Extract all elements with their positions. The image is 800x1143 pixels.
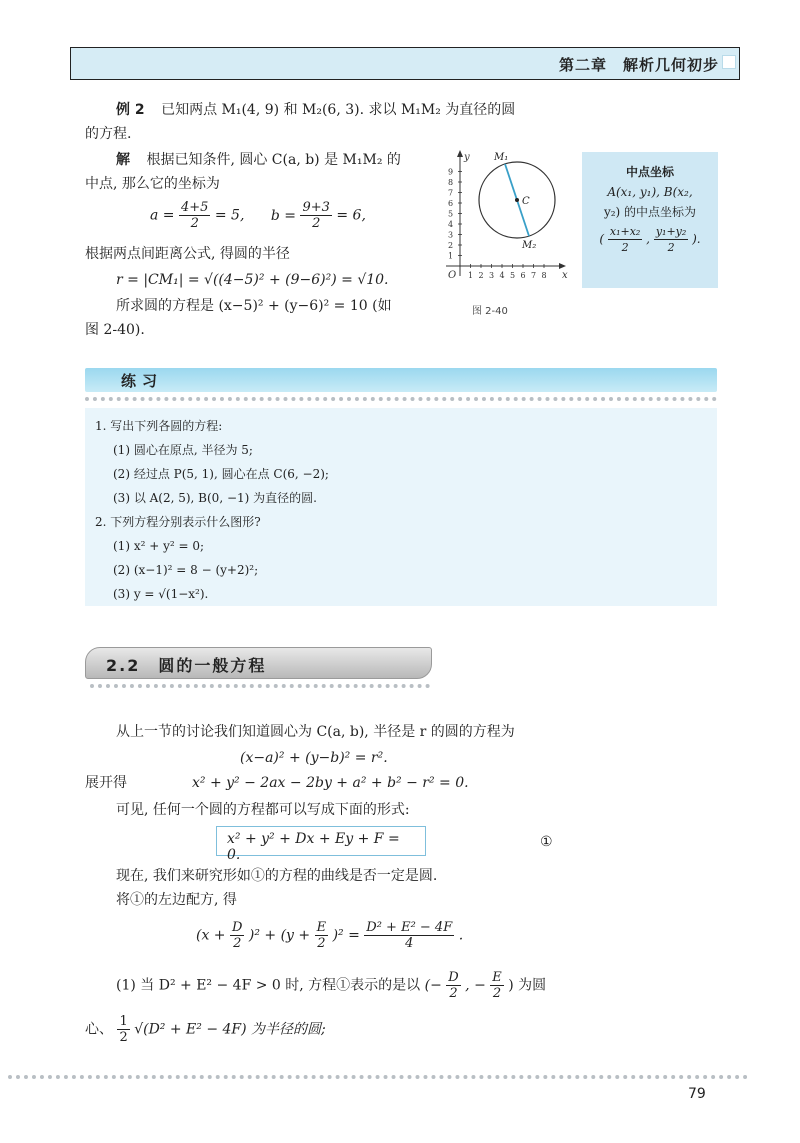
section-paragraph-1: 从上一节的讨论我们知道圆心为 C(a, b), 半径是 r 的圆的方程为 [116,724,515,740]
eq3-d-numerator: D [232,920,243,935]
exercise-line: 1. 写出下列各圆的方程: [95,419,223,433]
x-tick-label: 2 [478,271,484,280]
sidebox-y-denominator: 2 [667,241,675,254]
equation-number: ① [540,834,553,850]
general-equation: x² + y² + Dx + Ey + F = 0. [227,831,400,863]
exercise-title-bar [85,368,717,392]
p6-e-fraction [490,970,504,1001]
x-tick-label: 6 [520,271,526,280]
x-tick-label: 7 [531,271,537,280]
center-point [515,198,519,202]
sidebox-x-denominator: 2 [621,241,629,254]
y-tick-label: 9 [448,167,454,177]
x-tick-label: 4 [499,271,505,280]
y-tick-label: 2 [448,241,454,250]
example-question-1: 已知两点 M₁(4, 9) 和 M₂(6, 3). 求以 M₁M₂ 为直径的圆 [161,102,516,118]
eq3-end: . [458,927,464,944]
eq-b-fraction [300,200,331,231]
p6-d-fraction [446,970,460,1001]
section-paragraph-5: 将①的左边配方, 得 [116,892,237,908]
solution-text-2: 中点, 那么它的坐标为 [85,176,220,192]
eq-a-rhs: = 5, [214,207,245,224]
y-tick-label: 8 [448,178,454,187]
sidebox-title: 中点坐标 [625,165,674,179]
expanded-equation: x² + y² − 2ax − 2by + a² + b² − r² = 0. [192,775,469,791]
solution-text-5: 图 2-40). [85,322,145,338]
p7-half-fraction [117,1014,129,1045]
section-paragraph-6 [116,970,546,1001]
solution-text-3: 根据两点间距离公式, 得圆的半径 [85,246,290,262]
p7-half-denominator: 2 [119,1030,128,1045]
p7-text-b: √(D² + E² − 4F) 为半径的圆; [134,1021,326,1038]
exercise-line: (2) (x−1)² = 8 − (y+2)²; [113,563,259,577]
circle-figure [440,148,570,288]
section-title: 2.2 圆的一般方程 [106,656,267,675]
eq3-part-a: (x + [196,927,226,944]
eq-a-fraction [179,200,210,231]
eq3-part-c: )² = [332,927,360,944]
solution-text-1: 根据已知条件, 圆心 C(a, b) 是 M₁M₂ 的 [146,152,401,168]
eq-b-lhs: b = [270,207,297,224]
origin-label: O [448,270,457,281]
p6-end: ) 为圆 [508,977,547,994]
solution-text-4: 所求圆的方程是 (x−5)² + (y−6)² = 10 (如 [116,298,392,314]
y-tick-label: 7 [448,188,454,198]
expanded-label: 展开得 [85,775,127,791]
eq-b-numerator: 9+3 [302,200,330,215]
sidebox-x-fraction [608,224,642,255]
exercise-line: (1) 圆心在原点, 半径为 5; [113,443,253,457]
y-tick-label: 4 [448,220,454,229]
chapter-title: 第二章 解析几何初步 [558,56,719,74]
center-label: C [522,196,530,207]
eq3-d-denominator: 2 [233,936,242,951]
sidebox-line-1: A(x₁, y₁), B(x₂, [607,185,693,199]
eq-b-denominator: 2 [312,216,321,231]
example-question-2: 的方程. [85,126,132,142]
y-axis-label: y [464,152,470,163]
section-paragraph-7 [85,1014,326,1045]
x-axis-label: x [562,270,568,281]
exercise-line: (3) 以 A(2, 5), B(0, −1) 为直径的圆. [113,491,317,505]
sidebox-comma: , [646,232,650,246]
x-tick-label: 5 [510,271,516,280]
p6-d-numerator: D [448,970,459,985]
y-tick-label: 6 [448,199,454,208]
eq3-rhs-fraction [364,920,454,951]
solution-label: 解 [116,152,130,168]
standard-circle-equation: (x−a)² + (y−b)² = r². [240,750,388,766]
p7-half-numerator: 1 [119,1014,128,1029]
eq3-d-fraction [230,920,244,951]
solution-line-1 [116,150,401,170]
sidebox-open-paren: ( [599,232,605,246]
p6-d-denominator: 2 [449,986,458,1001]
eq3-e-fraction [315,920,329,951]
eq-a-numerator: 4+5 [180,200,209,215]
sidebox-formula [590,224,710,255]
sidebox-x-numerator: x₁+x₂ [609,225,641,238]
exercise-title: 练习 [121,372,164,390]
x-tick-label: 3 [489,271,495,280]
midpoint-equations [150,200,366,231]
header-corner-square [722,55,736,69]
x-tick-label: 1 [468,271,474,280]
y-tick-label: 3 [448,230,454,240]
exercise-dotted-divider [85,397,717,401]
p6-e-numerator: E [492,970,502,985]
sidebox-y-fraction [654,224,688,255]
m2-label: M₂ [522,240,537,251]
y-axis-arrow [457,150,463,157]
chapter-header [70,47,740,80]
sidebox-y-numerator: y₁+y₂ [655,225,687,238]
sidebox-close-paren: ). [692,232,701,246]
exercise-line: (1) x² + y² = 0; [113,539,205,553]
section-dotted-divider [90,684,430,688]
eq-b-rhs: = 6, [336,207,366,224]
eq3-rhs-numerator: D² + E² − 4F [366,920,453,935]
m1-label: M₁ [494,152,509,163]
eq3-e-denominator: 2 [317,936,326,951]
footer-dotted-divider [8,1075,748,1079]
p6-open: (− [424,977,442,994]
radius-equation: r = |CM₁| = √((4−5)² + (9−6)²) = √10. [116,272,389,288]
p6-e-denominator: 2 [492,986,502,1001]
x-tick-label: 8 [541,271,547,280]
eq-a-lhs: a = [150,207,175,224]
eq3-rhs-denominator: 4 [405,936,414,951]
midpoint-sidebox [582,152,718,288]
section-paragraph-3: 可见, 任何一个圆的方程都可以写成下面的形式: [116,802,410,818]
section-title-tab [85,647,432,679]
example-question-line-1 [116,100,515,120]
general-equation-box [216,826,426,863]
example-label: 例 2 [116,102,145,118]
eq3-part-b: )² + (y + [248,927,311,944]
figure-caption: 图 2-40 [472,306,508,317]
y-tick-label: 1 [448,251,454,261]
completed-square-equation [196,920,463,951]
exercise-line: (2) 经过点 P(5, 1), 圆心在点 C(6, −2); [113,467,329,481]
eq3-e-numerator: E [316,920,327,935]
p6-text: (1) 当 D² + E² − 4F > 0 时, 方程①表示的是以 [116,977,421,994]
x-axis-arrow [559,263,566,269]
eq-a-denominator: 2 [190,216,199,231]
p6-mid: , − [465,977,486,994]
sidebox-line-2: y₂) 的中点坐标为 [603,205,697,219]
exercise-panel [85,408,717,606]
exercise-line: 2. 下列方程分别表示什么图形? [95,515,261,529]
page-number: 79 [688,1086,706,1102]
p7-text-a: 心、 [85,1021,113,1038]
section-paragraph-4: 现在, 我们来研究形如①的方程的曲线是否一定是圆. [116,868,438,884]
exercise-line: (3) y = √(1−x²). [113,587,209,601]
y-tick-label: 5 [448,209,454,219]
